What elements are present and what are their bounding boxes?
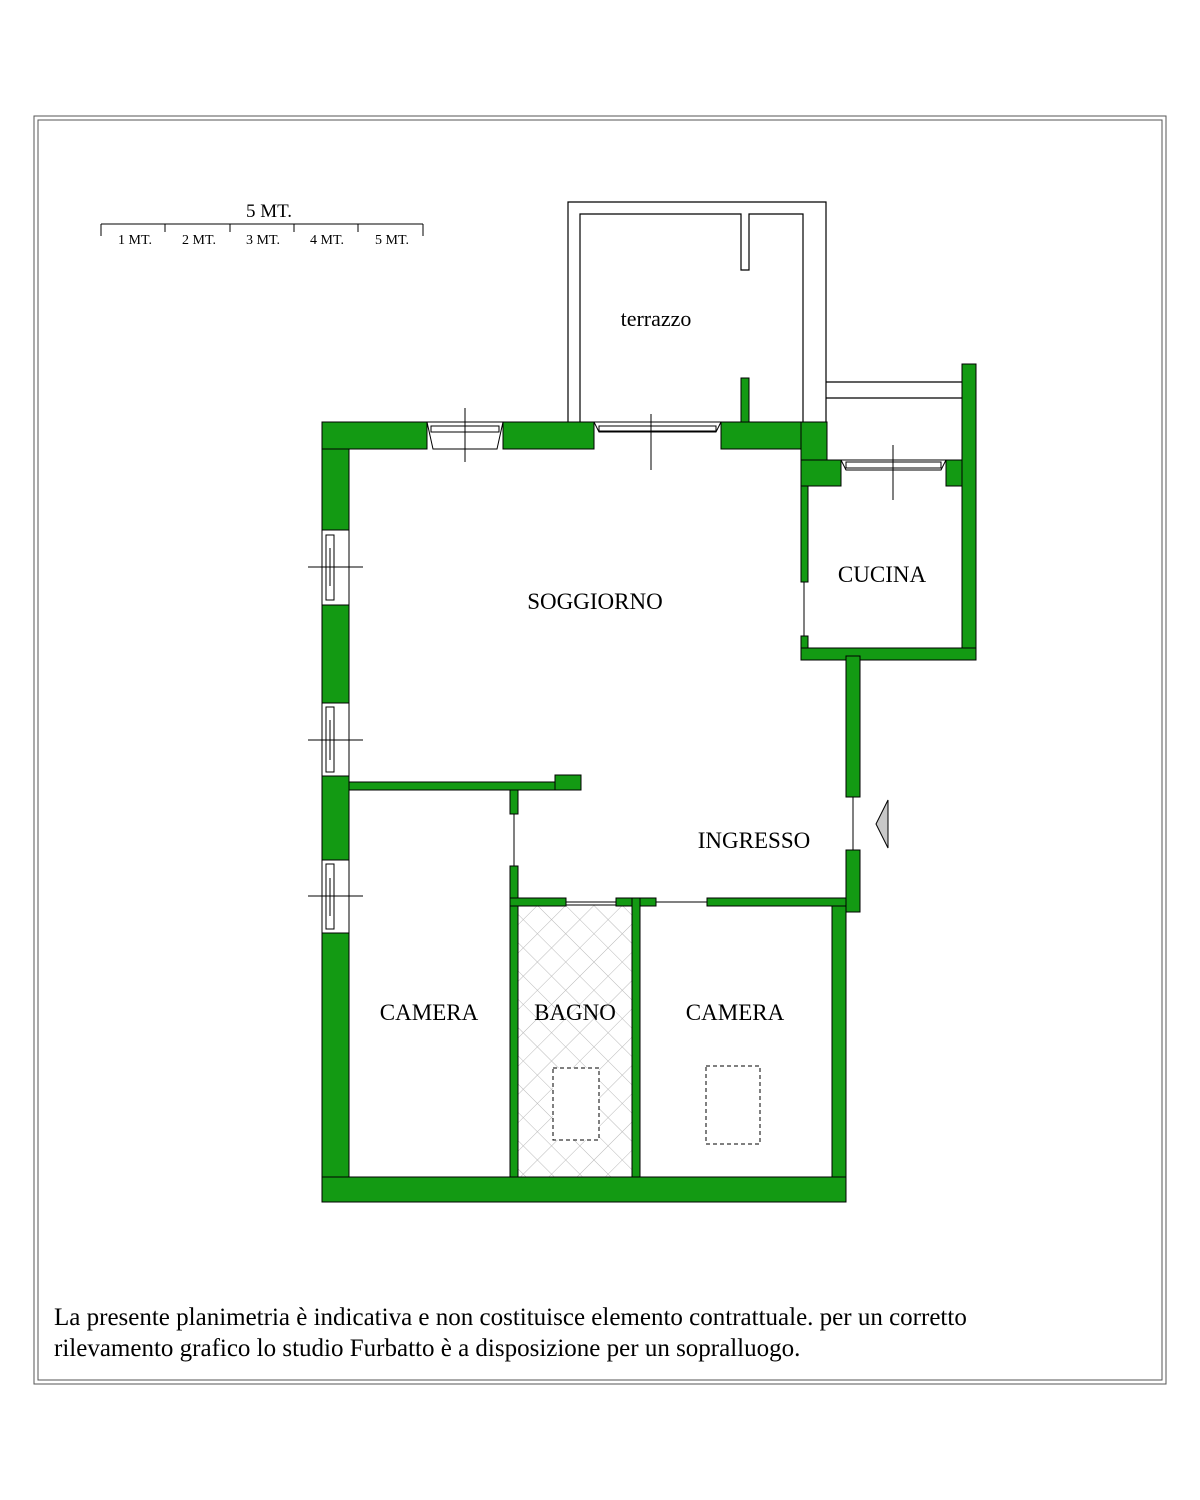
wall-terrace-stub — [741, 378, 749, 422]
bathroom-fixture — [553, 1068, 599, 1140]
disclaimer-line-1: La presente planimetria è indicativa e non costituisce elemento contrattuale. per un corretto — [54, 1304, 967, 1331]
room-label-ingresso: INGRESSO — [697, 828, 811, 853]
wall-bath-east — [632, 898, 640, 1177]
entrance-arrow-icon — [876, 800, 888, 848]
scale-tick-5: 5 MT. — [375, 233, 409, 248]
disclaimer-line-2: rilevamento grafico lo studio Furbatto è a disposizione per un sopralluogo. — [54, 1335, 801, 1362]
room-label-bagno: BAGNO — [534, 1000, 616, 1025]
wall-cam-top — [707, 898, 846, 906]
room-label-soggiorno: SOGGIORNO — [527, 589, 663, 614]
bedroom-fixture — [706, 1066, 760, 1144]
fixtures — [553, 1066, 760, 1144]
room-label-camera-right: CAMERA — [685, 1000, 785, 1025]
scale-tick-3: 3 MT. — [246, 233, 280, 248]
door-openings — [514, 582, 853, 902]
wall-int-horizontal — [349, 782, 555, 790]
scale-tick-4: 4 MT. — [310, 233, 344, 248]
scale-tick-2: 2 MT. — [182, 233, 216, 248]
wall-bath-top-1 — [510, 898, 566, 906]
wall-east-2 — [846, 850, 860, 912]
scale-bar-total: 5 MT. — [245, 201, 293, 222]
wall-east-1 — [846, 656, 860, 797]
wall-kitchen-east — [962, 364, 976, 660]
wall-kitchen-west-top — [801, 486, 808, 582]
wall-south — [322, 1177, 846, 1202]
wall-north-2 — [503, 422, 594, 449]
wall-kitchen-south — [801, 648, 976, 660]
scale-tick-1: 1 MT. — [118, 233, 152, 248]
room-label-terrazzo: terrazzo — [620, 306, 692, 331]
wall-east-3 — [832, 898, 846, 1177]
wall-kitchen-n2 — [801, 460, 841, 486]
scale-bar — [101, 201, 423, 248]
disclaimer — [54, 1302, 1154, 1364]
wall-int-stub — [555, 775, 581, 790]
wall-int-v2 — [510, 866, 518, 1177]
wall-int-v1 — [510, 790, 518, 814]
room-label-cucina: CUCINA — [837, 562, 927, 587]
wall-north-1 — [322, 422, 427, 449]
room-label-camera-left: CAMERA — [379, 1000, 479, 1025]
walls — [322, 364, 976, 1202]
